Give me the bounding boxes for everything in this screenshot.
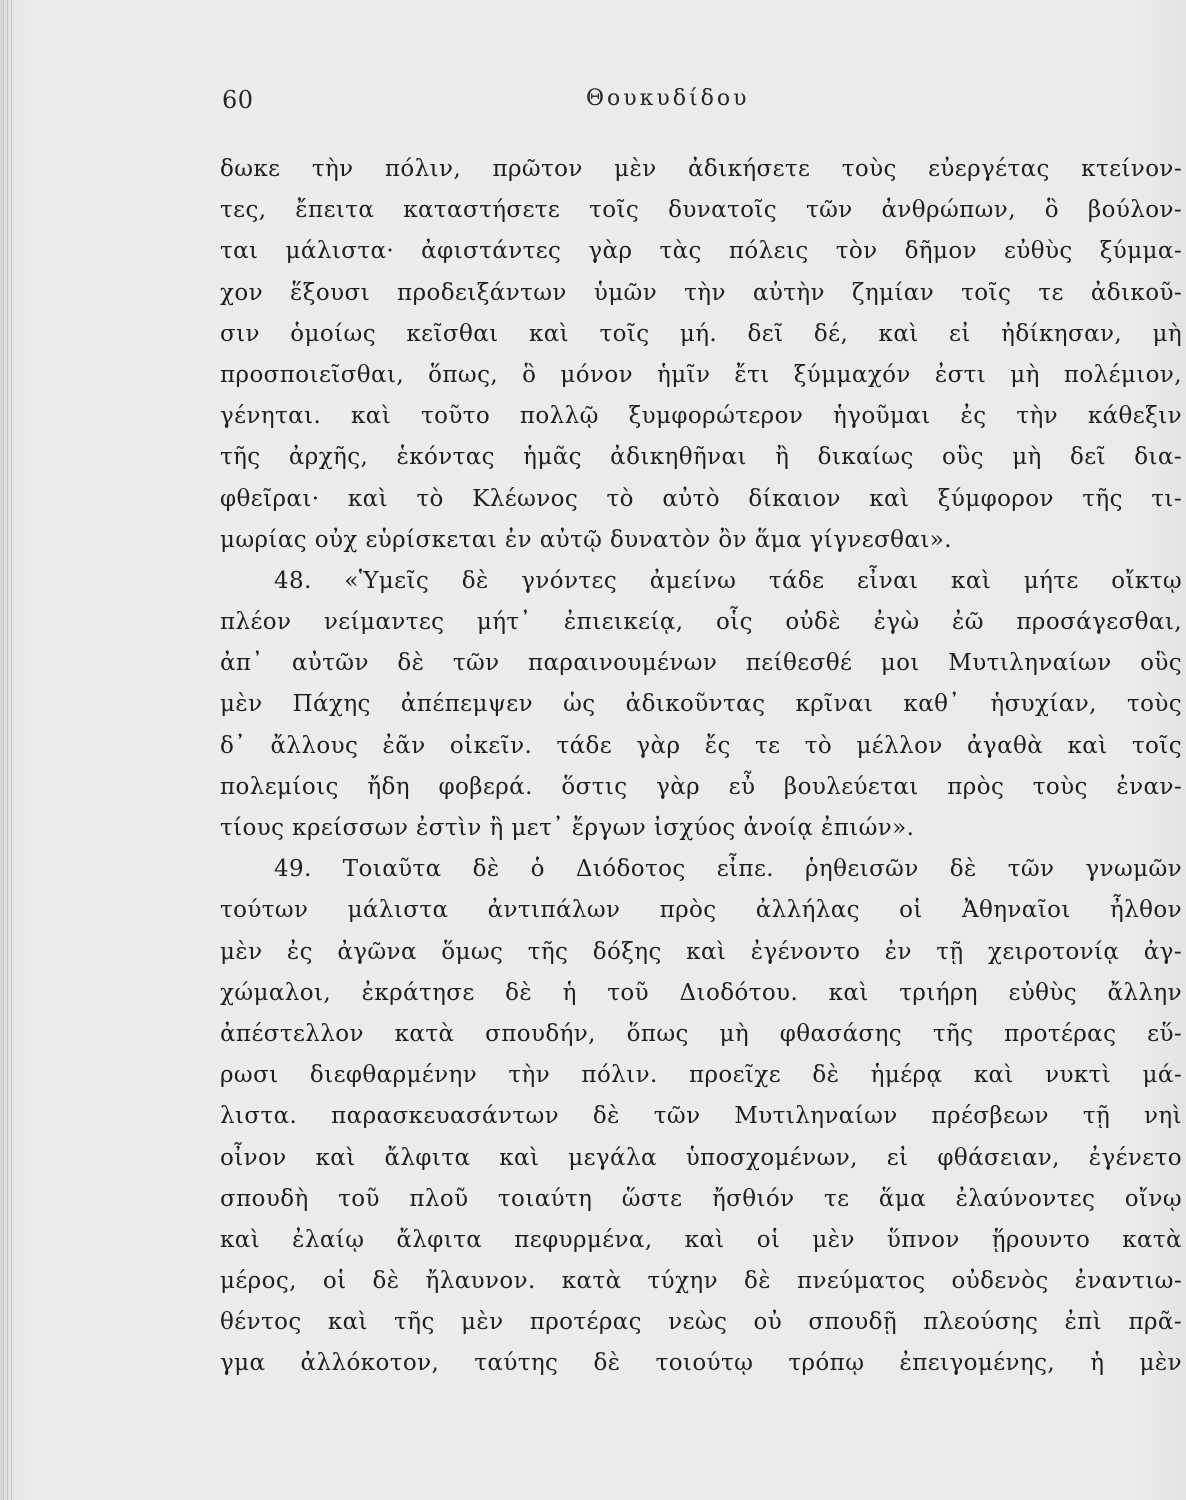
body-text [220,149,1182,1385]
page-edge-line [7,0,8,1500]
text-line: χώμαλοι, ἐκράτησε δὲ ἡ τοῦ Διοδότου. καὶ τριήρη εὐθὺς ἄλλην [220,979,1182,1006]
text-line: σιν ὁμοίως κεῖσθαι καὶ τοῖς μή. δεῖ δέ, καὶ εἰ ἠδίκησαν, μὴ [220,320,1182,347]
text-line: μωρίας οὐχ εὑρίσκεται ἐν αὐτῷ δυνατὸν ὂν ἅμα γίγνεσθαι». [220,526,952,553]
text-line: μέρος, οἱ δὲ ἤλαυνον. κατὰ τύχην δὲ πνεύματος οὐδενὸς ἐναντιω- [220,1268,1182,1295]
text-line: ἀπ᾽ αὐτῶν δὲ τῶν παραινουμένων πείθεσθέ μοι Μυτιληναίων οὓς [220,650,1182,677]
section-48-start: 48. «Ὑμεῖς δὲ γνόντες ἀμείνω τάδε εἶναι καὶ μήτε οἴκτῳ [274,567,1182,594]
text-line: γένηται. καὶ τοῦτο πολλῷ ξυμφορώτερον ἡγοῦμαι ἐς τὴν κάθεξιν [220,403,1182,430]
text-line: δωκε τὴν πόλιν, πρῶτον μὲν ἀδικήσετε τοὺς εὐεργέτας κτείνον- [220,156,1182,182]
text-line: φθεῖραι· καὶ τὸ Κλέωνος τὸ αὐτὸ δίκαιον καὶ ξύμφορον τῆς τι- [220,485,1182,512]
text-line: χον ἕξουσι προδειξάντων ὑμῶν τὴν αὐτὴν ζημίαν τοῖς τε ἀδικοῦ- [220,279,1182,306]
text-line: δ᾽ ἄλλους ἐᾶν οἰκεῖν. τάδε γὰρ ἔς τε τὸ μέλλον ἀγαθὰ καὶ τοῖς [220,732,1182,759]
text-line: μὲν ἐς ἀγῶνα ὅμως τῆς δόξης καὶ ἐγένοντο ἐν τῇ χειροτονίᾳ ἀγ- [220,938,1182,965]
text-line: ρωσι διεφθαρμένην τὴν πόλιν. προεῖχε δὲ ἡμέρᾳ καὶ νυκτὶ μά- [220,1062,1182,1089]
text-line: τες, ἔπειτα καταστήσετε τοῖς δυνατοῖς τῶν ἀνθρώπων, ὃ βούλον- [220,197,1182,224]
text-line: μὲν Πάχης ἀπέπεμψεν ὡς ἀδικοῦντας κρῖναι καθ᾽ ἡσυχίαν, τοὺς [220,691,1182,718]
text-line: τῆς ἀρχῆς, ἑκόντας ἡμᾶς ἀδικηθῆναι ἢ δικαίως οὓς μὴ δεῖ δια- [220,444,1182,471]
text-line: ἀπέστελλον κατὰ σπουδήν, ὅπως μὴ φθασάσης τῆς προτέρας εὕ- [220,1020,1182,1047]
text-line: τίους κρείσσων ἐστὶν ἢ μετ᾽ ἔργων ἰσχύος ἀνοίᾳ ἐπιών». [220,815,915,841]
text-line: καὶ ἐλαίῳ ἄλφιτα πεφυρμένα, καὶ οἱ μὲν ὕπνον ᾕρουντο κατὰ [220,1226,1182,1253]
text-line: θέντος καὶ τῆς μὲν προτέρας νεὼς οὐ σπουδῇ πλεούσης ἐπὶ πρᾶ- [220,1309,1182,1336]
text-line: τούτων μάλιστα ἀντιπάλων πρὸς ἀλλήλας οἱ Ἀθηναῖοι ἦλθον [220,897,1182,924]
section-49-start: 49. Τοιαῦτα δὲ ὁ Διόδοτος εἶπε. ῥηθεισῶν δὲ τῶν γνωμῶν [274,856,1182,883]
text-line: ται μάλιστα· ἀφιστάντες γὰρ τὰς πόλεις τὸν δῆμον εὐθὺς ξύμμα- [220,238,1182,265]
page-edge-line [3,0,4,1500]
text-line: προσποιεῖσθαι, ὅπως, ὃ μόνον ἡμῖν ἔτι ξύμμαχόν ἐστι μὴ πολέμιον, [220,361,1182,388]
text-line: πολεμίοις ἤδη φοβερά. ὅστις γὰρ εὖ βουλεύεται πρὸς τοὺς ἐναν- [220,773,1182,800]
text-line: πλέον νείμαντες μήτ᾽ ἐπιεικείᾳ, οἷς οὐδὲ ἐγὼ ἐῶ προσάγεσθαι, [220,609,1182,636]
text-line: λιστα. παρασκευασάντων δὲ τῶν Μυτιληναίων πρέσβεων τῇ νηὶ [220,1103,1182,1130]
page-edge-line [11,0,12,1500]
text-line: σπουδὴ τοῦ πλοῦ τοιαύτη ὥστε ἤσθιόν τε ἅμα ἐλαύνοντες οἴνῳ [220,1185,1182,1212]
text-line: οἶνον καὶ ἄλφιτα καὶ μεγάλα ὑποσχομένων, εἰ φθάσειαν, ἐγένετο [220,1144,1182,1171]
running-title: Θουκυδίδου [586,86,750,111]
page-number: 60 [222,86,254,114]
page-header [222,86,1182,122]
text-line: γμα ἀλλόκοτον, ταύτης δὲ τοιούτῳ τρόπῳ ἐπειγομένης, ἡ μὲν [220,1350,1182,1377]
